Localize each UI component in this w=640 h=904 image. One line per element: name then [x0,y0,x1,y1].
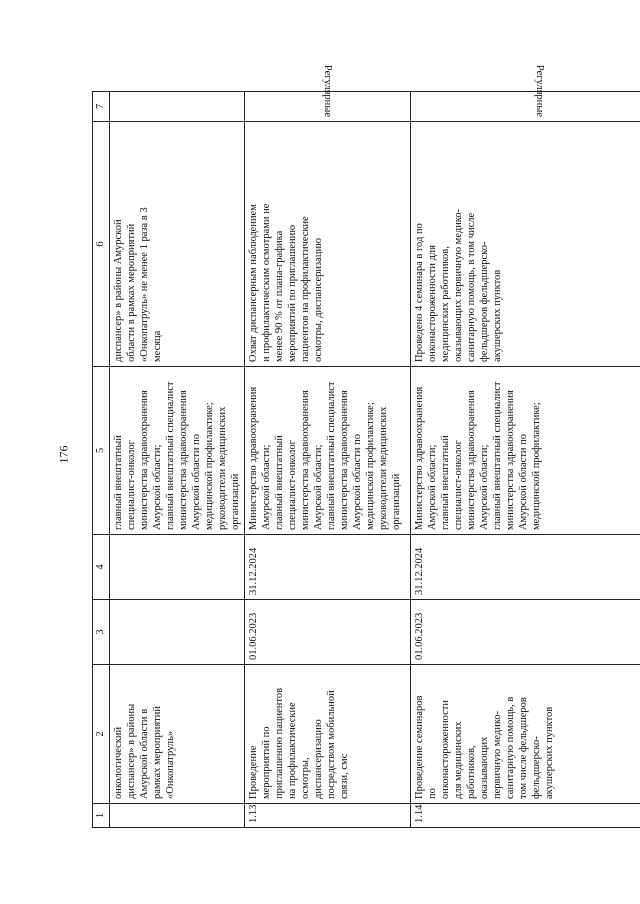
header-cell-7: 7 [93,92,110,122]
responsible: Министерство здравоохранения Амурской области; главный внештатный специалист-онколог министерства здравоохранения Амурской области; главный внештатный специалист министерства здравоохранения Амурской области по медицинской профилактике; [411,367,640,535]
event-type [411,64,640,122]
header-cell-3: 3 [93,600,110,665]
measures-table [92,64,640,828]
start-date [110,600,245,665]
expected-result: Проведено 4 семинара в год по онконастороженности для медицинских работников, оказывающих первичную медико- санитарную помощь, в том числе фельдшеров фельдшерско- акушерских пунктов [411,122,640,367]
row-number [110,804,245,828]
header-cell-4: 4 [93,535,110,600]
end-date: 31.12.2024 [411,535,640,600]
rotated-table-container [92,64,616,828]
row-number: 1.13. [245,804,411,828]
event-type-label: Регулярные [534,64,545,117]
end-date [110,535,245,600]
row-number: 1.14. [411,804,640,828]
event-name: онкологический диспансер» в районы Амурской области в рамках мероприятий «Онкопатруль» [110,665,245,804]
start-date: 01.06.2023 [411,600,640,665]
page-number: 176 [56,445,71,464]
header-row [93,92,110,828]
expected-result: Охват диспансерным наблюдением и профилактическим осмотрами не менее 90 % от плана-графика мероприятий по приглашению пациентов на профилактические осмотры, диспансеризацию [245,122,411,367]
event-name: Проведение семинаров по онконастороженности для медицинских работников, оказывающих первичную медико- санитарную помощь, в том числе фельдшеров фельдшерско- акушерских пунктов [411,665,640,804]
event-type-label: Регулярные [322,64,333,117]
header-cell-5: 5 [93,367,110,535]
event-name: Проведение мероприятий по приглашению пациентов на профилактические осмотры, диспансеризацию посредством мобильной связи, смс [245,665,411,804]
header-cell-2: 2 [93,665,110,804]
event-type [245,64,411,122]
event-type [110,92,245,122]
table-row [411,92,640,828]
header-cell-6: 6 [93,122,110,367]
header-cell-1: 1 [93,804,110,828]
responsible: Министерство здравоохранения Амурской области; главный внештатный специалист-онколог министерства здравоохранения Амурской области; главный внештатный специалист министерства здравоохранения Амурской области по медицинской профилактике; руководители медицинских организаций [245,367,411,535]
responsible: главный внештатный специалист-онколог министерства здравоохранения Амурской области; главный внештатный специалист министерства здравоохранения Амурской области по медицинской профилактике; руководители медицинских организаций [110,367,245,535]
expected-result: диспансер» в районы Амурской области в рамках мероприятий «Онкопатруль» не менее 1 раза в 3 месяца [110,122,245,367]
table-row [245,92,411,828]
end-date: 31.12.2024 [245,535,411,600]
start-date: 01.06.2023 [245,600,411,665]
table-row [110,92,245,828]
